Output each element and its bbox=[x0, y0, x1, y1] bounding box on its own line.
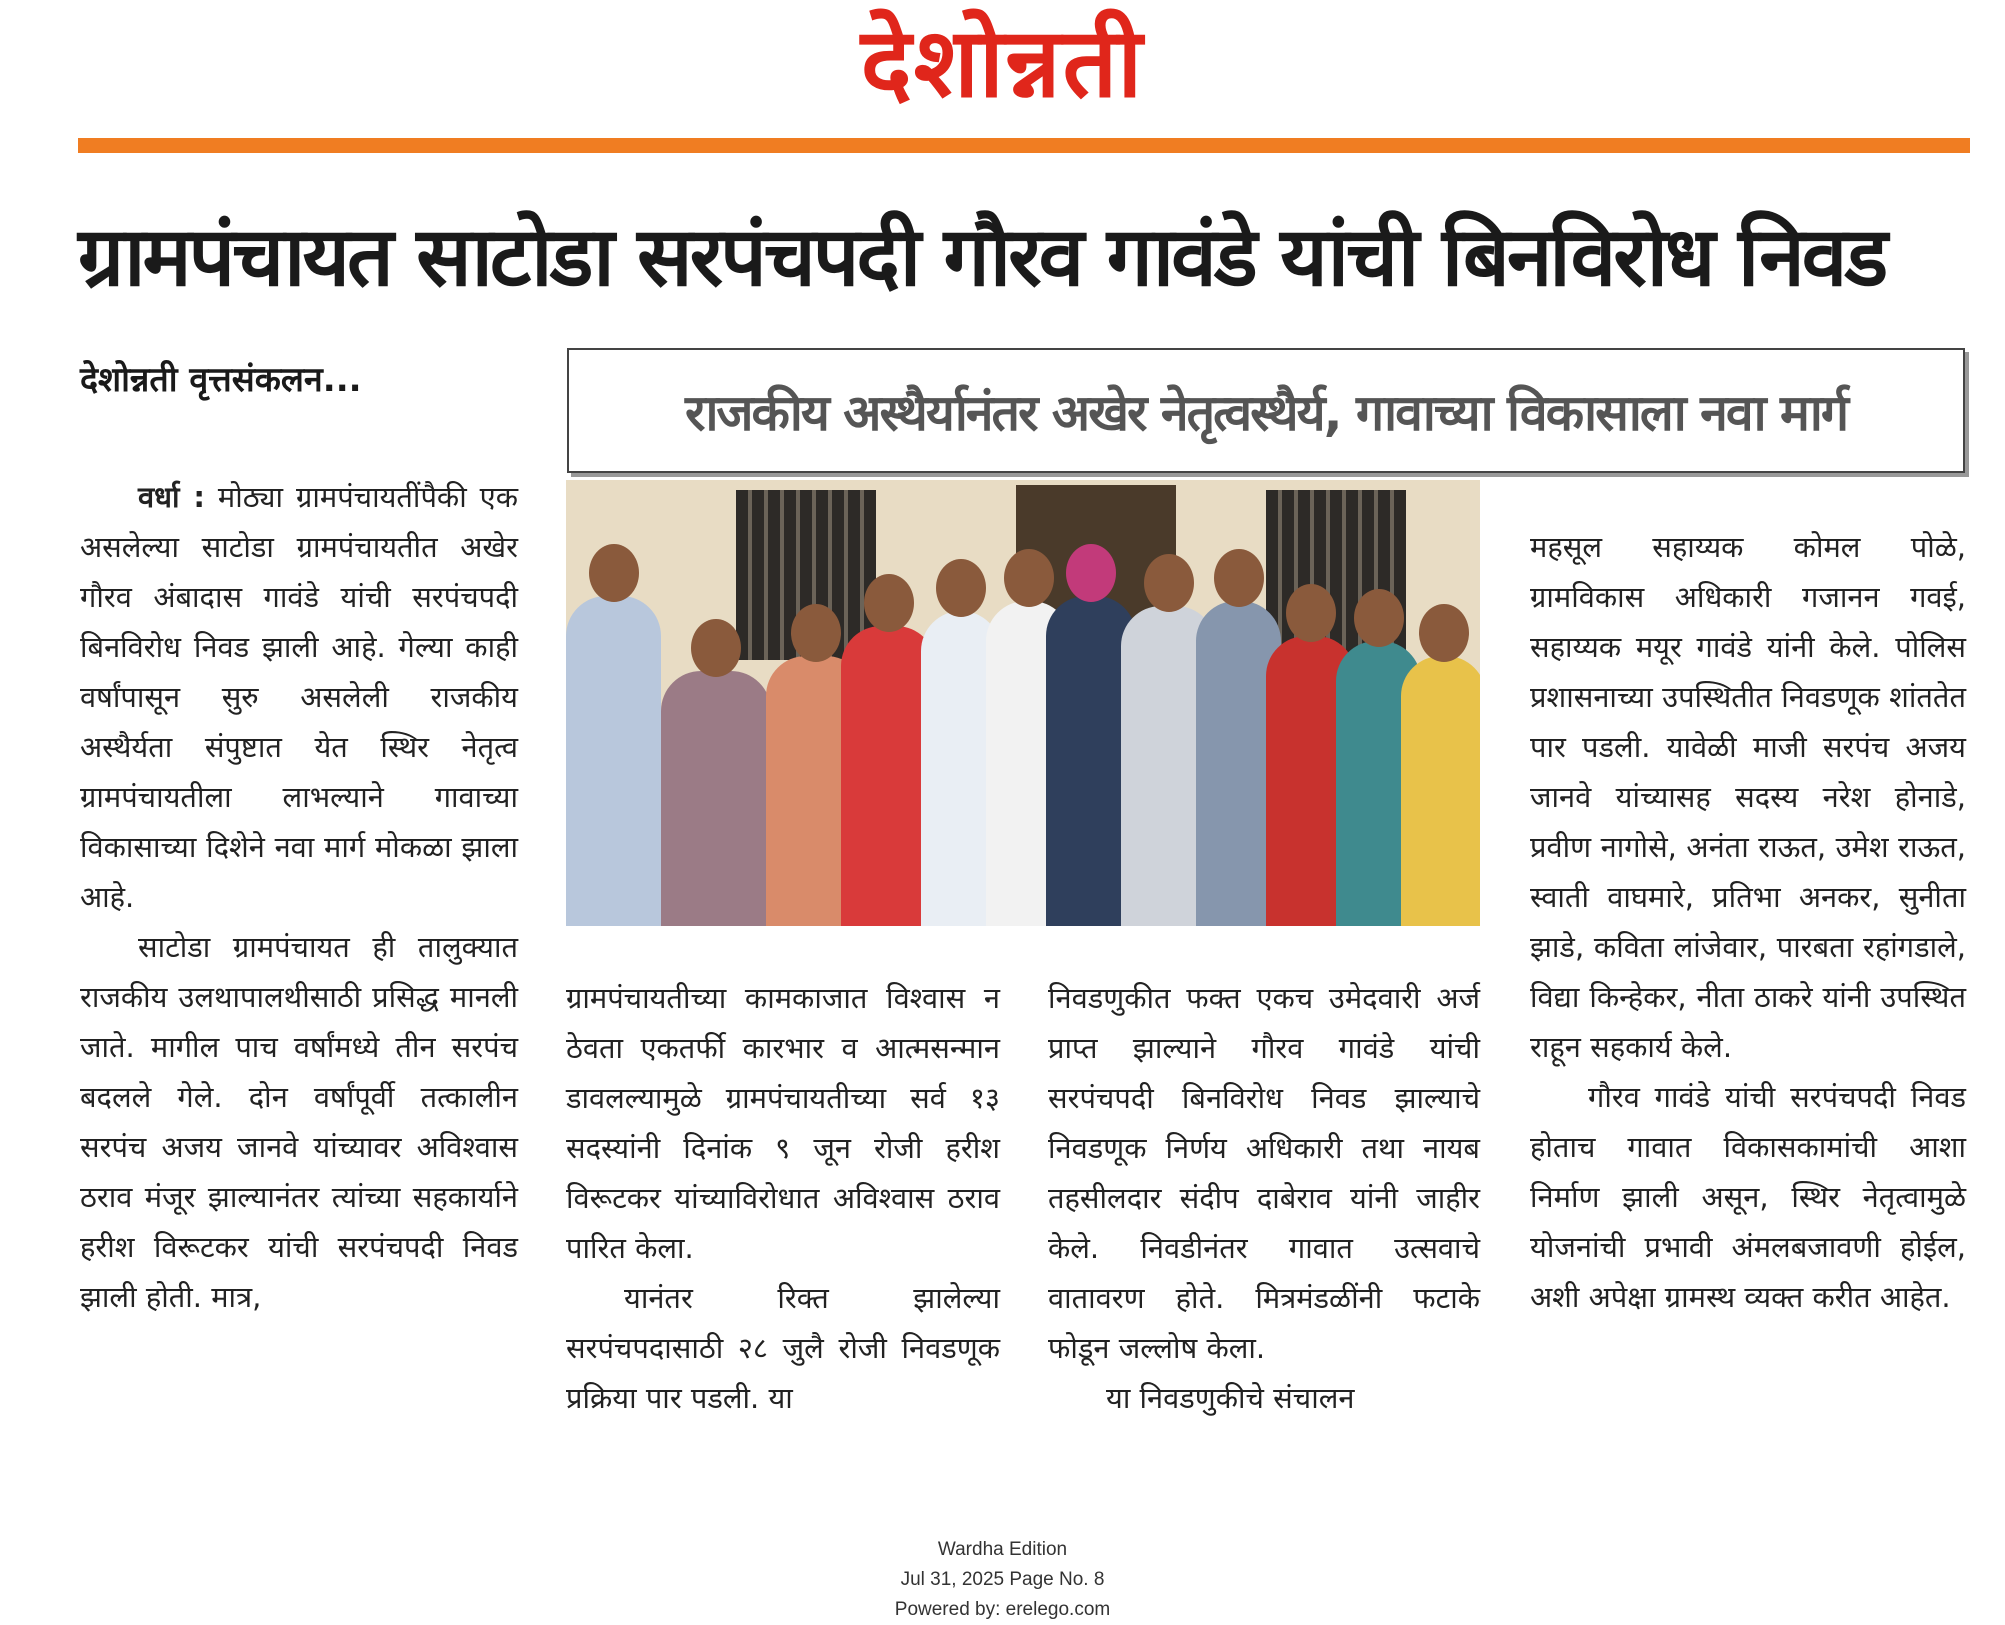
paragraph bbox=[80, 922, 518, 1322]
subheadline-box bbox=[567, 348, 1965, 473]
paragraph-text: मोठ्या ग्रामपंचायतींपैकी एक असलेल्या साटोडा ग्रामपंचायतीत अखेर गौरव अंबादास गावंडे यांची सरपंचपदी बिनविरोध निवड झाली आहे. गेल्या काही वर्षांपासून सुरु असलेली राजकीय अस्थैर्यता संपुष्टात येत स्थिर नेतृत्व ग्रामपंचायतीला लाभल्याने गावाच्या विकासाच्या दिशेने नवा मार्ग मोकळा झाला आहे. bbox=[80, 480, 518, 914]
article-photo bbox=[566, 480, 1480, 926]
article-column-1 bbox=[80, 472, 518, 1322]
paragraph-text: महसूल सहाय्यक कोमल पोळे, ग्रामविकास अधिकारी गजानन गवई, सहाय्यक मयूर गावंडे यांनी केले. पोलिस प्रशासनाच्या उपस्थितीत निवडणूक शांततेत पार पडली. यावेळी माजी सरपंच अजय जानवे यांच्यासह सदस्य नरेश होनाडे, प्रवीण नागोसे, अनंता राऊत, उमेश राऊत, स्वाती वाघमारे, प्रतिभा अनकर, सुनीता झाडे, कविता लांजेवार, पारबता रहांगडाले, विद्या किन्हेकर, नीता ठाकरे यांनी उपस्थित राहून सहकार्य केले. bbox=[1530, 530, 1966, 1064]
masthead bbox=[0, 0, 2005, 119]
paragraph bbox=[1530, 1072, 1966, 1322]
byline: देशोन्नती वृत्तसंकलन... bbox=[80, 360, 362, 400]
paragraph-text: यानंतर रिक्त झालेल्या सरपंचपदासाठी २८ जुलै रोजी निवडणूक प्रक्रिया पार पडली. या bbox=[566, 1281, 1000, 1415]
paragraph bbox=[80, 472, 518, 922]
dateline: वर्धा : bbox=[138, 480, 205, 514]
edition-label: Wardha Edition bbox=[937, 1539, 1068, 1560]
paragraph-text: गौरव गावंडे यांची सरपंचपदी निवड होताच गावात विकासकामांची आशा निर्माण झाली असून, स्थिर नेतृत्वामुळे योजनांची प्रभावी अंमलबजावणी होईल, अशी अपेक्षा ग्रामस्थ व्यक्त करीत आहेत. bbox=[1530, 1080, 1966, 1314]
paragraph-text: ग्रामपंचायतीच्या कामकाजात विश्वास न ठेवता एकतर्फी कारभार व आत्मसन्मान डावलल्यामुळे ग्रामपंचायतीच्या सर्व १३ सदस्यांनी दिनांक ९ जून रोजी हरीश विरूटकर यांच्याविरोधात अविश्वास ठराव पारित केला. bbox=[566, 981, 1000, 1265]
article-column-3 bbox=[1048, 973, 1480, 1423]
article-column-4 bbox=[1530, 522, 1966, 1322]
paragraph bbox=[1530, 522, 1966, 1072]
article-headline: ग्रामपंचायत साटोडा सरपंचपदी गौरव गावंडे यांची बिनविरोध निवड bbox=[78, 210, 1886, 305]
paragraph bbox=[1048, 973, 1480, 1373]
paragraph-text: या निवडणुकीचे संचालन bbox=[1106, 1381, 1355, 1415]
paragraph bbox=[566, 973, 1000, 1273]
orange-divider bbox=[78, 138, 1970, 153]
paragraph bbox=[1048, 1373, 1480, 1423]
paragraph-text: साटोडा ग्रामपंचायत ही तालुक्यात राजकीय उलथापालथीसाठी प्रसिद्ध मानली जाते. मागील पाच वर्षांमध्ये तीन सरपंच बदलले गेले. दोन वर्षांपूर्वी तत्कालीन सरपंच अजय जानवे यांच्यावर अविश्वास ठराव मंजूर झाल्यानंतर त्यांच्या सहकार्याने हरीश विरूटकर यांची सरपंचपदी निवड झाली होती. मात्र, bbox=[80, 930, 518, 1314]
subheadline: राजकीय अस्थैर्यानंतर अखेर नेतृत्वस्थैर्य, गावाच्या विकासाला नवा मार्ग bbox=[685, 383, 1847, 442]
newspaper-logo: देशोन्नती bbox=[860, 7, 1145, 119]
masthead-cut-strip bbox=[80, 96, 1965, 110]
date-page-label: Jul 31, 2025 Page No. 8 bbox=[900, 1569, 1105, 1590]
paragraph-text: निवडणुकीत फक्त एकच उमेदवारी अर्ज प्राप्त झाल्याने गौरव गावंडे यांची सरपंचपदी बिनविरोध निवड झाल्याचे निवडणूक निर्णय अधिकारी तथा नायब तहसीलदार संदीप दाबेराव यांनी जाहीर केले. निवडीनंतर गावात उत्सवाचे वातावरण होते. मित्रमंडळींनी फटाके फोडून जल्लोष केला. bbox=[1048, 981, 1480, 1365]
page-footer bbox=[0, 1535, 2005, 1625]
powered-by-label: Powered by: erelego.com bbox=[894, 1599, 1111, 1620]
paragraph bbox=[566, 1273, 1000, 1423]
article-column-2 bbox=[566, 973, 1000, 1423]
